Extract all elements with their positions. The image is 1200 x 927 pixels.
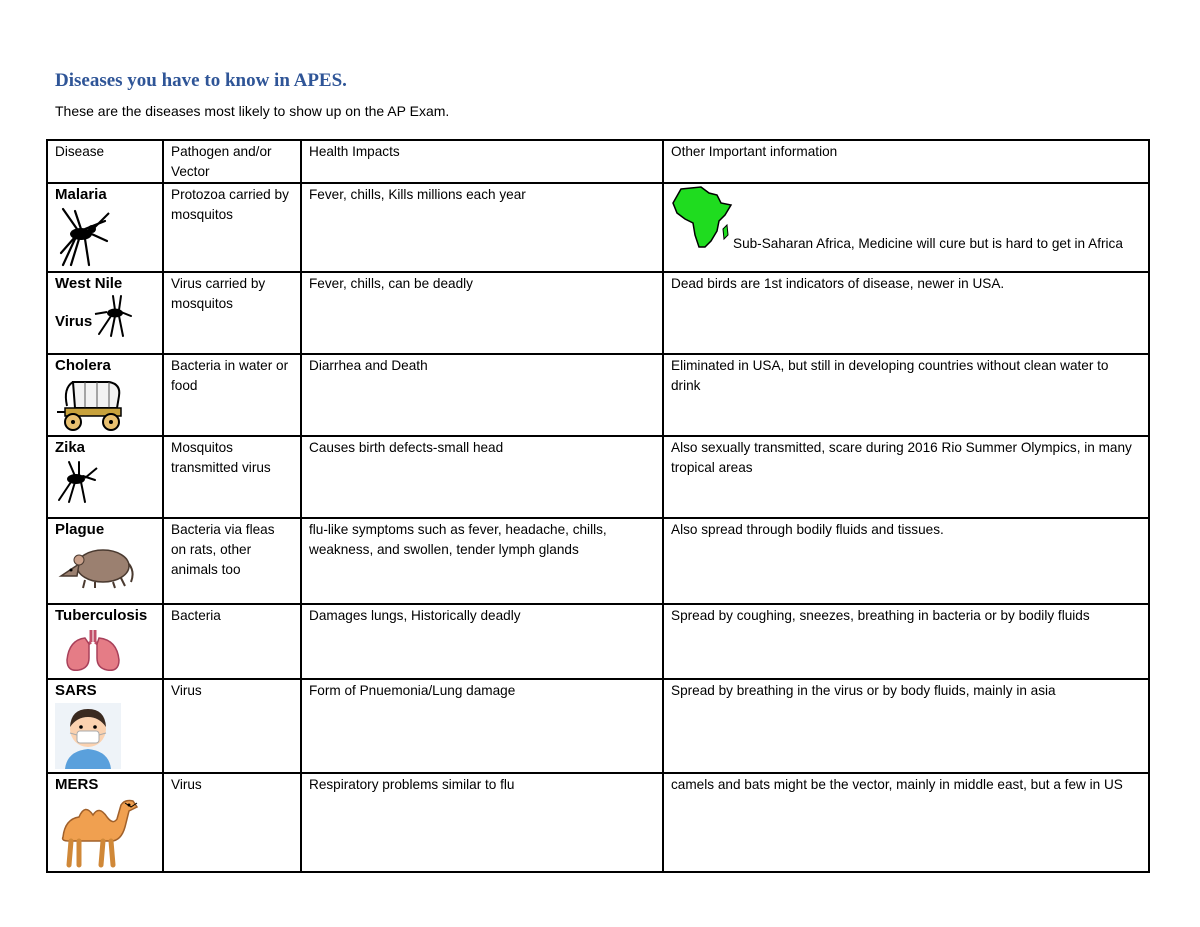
table-row bbox=[47, 773, 1149, 872]
disease-cell bbox=[47, 773, 163, 872]
camel-icon bbox=[55, 797, 141, 869]
info-cell: camels and bats might be the vector, mainly in middle east, but a few in US bbox=[663, 773, 1149, 872]
pathogen-cell: Virus bbox=[163, 679, 301, 773]
disease-name-line2: Virus bbox=[55, 313, 93, 330]
header-cell: Other Important information bbox=[663, 140, 1149, 183]
disease-name: SARS bbox=[55, 682, 97, 699]
disease-name: Zika bbox=[55, 439, 86, 456]
disease-name: Tuberculosis bbox=[55, 607, 148, 624]
impacts-cell: Form of Pnuemonia/Lung damage bbox=[301, 679, 663, 773]
rat-icon bbox=[55, 542, 135, 592]
info-cell: Eliminated in USA, but still in developing countries without clean water to drink bbox=[663, 354, 1149, 436]
impacts-cell: Damages lungs, Historically deadly bbox=[301, 604, 663, 679]
impacts-cell: Causes birth defects-small head bbox=[301, 436, 663, 518]
disease-cell bbox=[47, 183, 163, 272]
disease-cell bbox=[47, 679, 163, 773]
pathogen-cell: Bacteria in water or food bbox=[163, 354, 301, 436]
table-row bbox=[47, 354, 1149, 436]
disease-cell bbox=[47, 272, 163, 354]
table-row bbox=[47, 183, 1149, 272]
info-cell: Spread by breathing in the virus or by body fluids, mainly in asia bbox=[663, 679, 1149, 773]
disease-name: Malaria bbox=[55, 186, 107, 203]
mosquito-icon bbox=[55, 460, 99, 504]
impacts-cell: Fever, chills, can be deadly bbox=[301, 272, 663, 354]
disease-name: Cholera bbox=[55, 357, 111, 374]
disease-cell bbox=[47, 518, 163, 604]
malaria-info-text: Sub-Saharan Africa, Medicine will cure but is hard to get in Africa bbox=[733, 236, 1123, 251]
table-row bbox=[47, 436, 1149, 518]
table-header-row bbox=[47, 140, 1149, 183]
pathogen-cell: Protozoa carried by mosquitos bbox=[163, 183, 301, 272]
impacts-cell: Diarrhea and Death bbox=[301, 354, 663, 436]
info-cell: Dead birds are 1st indicators of disease, newer in USA. bbox=[663, 272, 1149, 354]
table-row bbox=[47, 604, 1149, 679]
disease-cell bbox=[47, 604, 163, 679]
masked-person-icon bbox=[55, 703, 121, 769]
pathogen-cell: Bacteria via fleas on rats, other animals too bbox=[163, 518, 301, 604]
page-subtitle: These are the diseases most likely to show up on the AP Exam. bbox=[55, 103, 450, 119]
pathogen-cell: Mosquitos transmitted virus bbox=[163, 436, 301, 518]
mosquito-icon bbox=[55, 207, 115, 269]
table-row bbox=[47, 679, 1149, 773]
disease-name: Plague bbox=[55, 521, 105, 538]
info-cell: Also spread through bodily fluids and tissues. bbox=[663, 518, 1149, 604]
header-cell: Disease bbox=[47, 140, 163, 183]
header-cell: Health Impacts bbox=[301, 140, 663, 183]
impacts-cell: Fever, chills, Kills millions each year bbox=[301, 183, 663, 272]
impacts-cell: Respiratory problems similar to flu bbox=[301, 773, 663, 872]
table-row bbox=[47, 518, 1149, 604]
pathogen-cell: Virus bbox=[163, 773, 301, 872]
disease-name: MERS bbox=[55, 776, 99, 793]
disease-cell bbox=[47, 436, 163, 518]
info-cell: Spread by coughing, sneezes, breathing in bacteria or by bodily fluids bbox=[663, 604, 1149, 679]
info-cell bbox=[663, 183, 1149, 272]
table-row bbox=[47, 272, 1149, 354]
mosquito-icon bbox=[93, 294, 133, 338]
impacts-cell: flu-like symptoms such as fever, headache, chills, weakness, and swollen, tender lymph glands bbox=[301, 518, 663, 604]
page-title: Diseases you have to know in APES. bbox=[55, 70, 347, 91]
disease-name: West Nile bbox=[55, 275, 123, 292]
pathogen-cell: Virus carried by mosquitos bbox=[163, 272, 301, 354]
header-cell: Pathogen and/or Vector bbox=[163, 140, 301, 183]
lungs-icon bbox=[65, 628, 121, 674]
covered-wagon-icon bbox=[55, 378, 125, 432]
disease-cell bbox=[47, 354, 163, 436]
info-cell: Also sexually transmitted, scare during 2016 Rio Summer Olympics, in many tropical areas bbox=[663, 436, 1149, 518]
pathogen-cell: Bacteria bbox=[163, 604, 301, 679]
diseases-table bbox=[46, 139, 1150, 873]
